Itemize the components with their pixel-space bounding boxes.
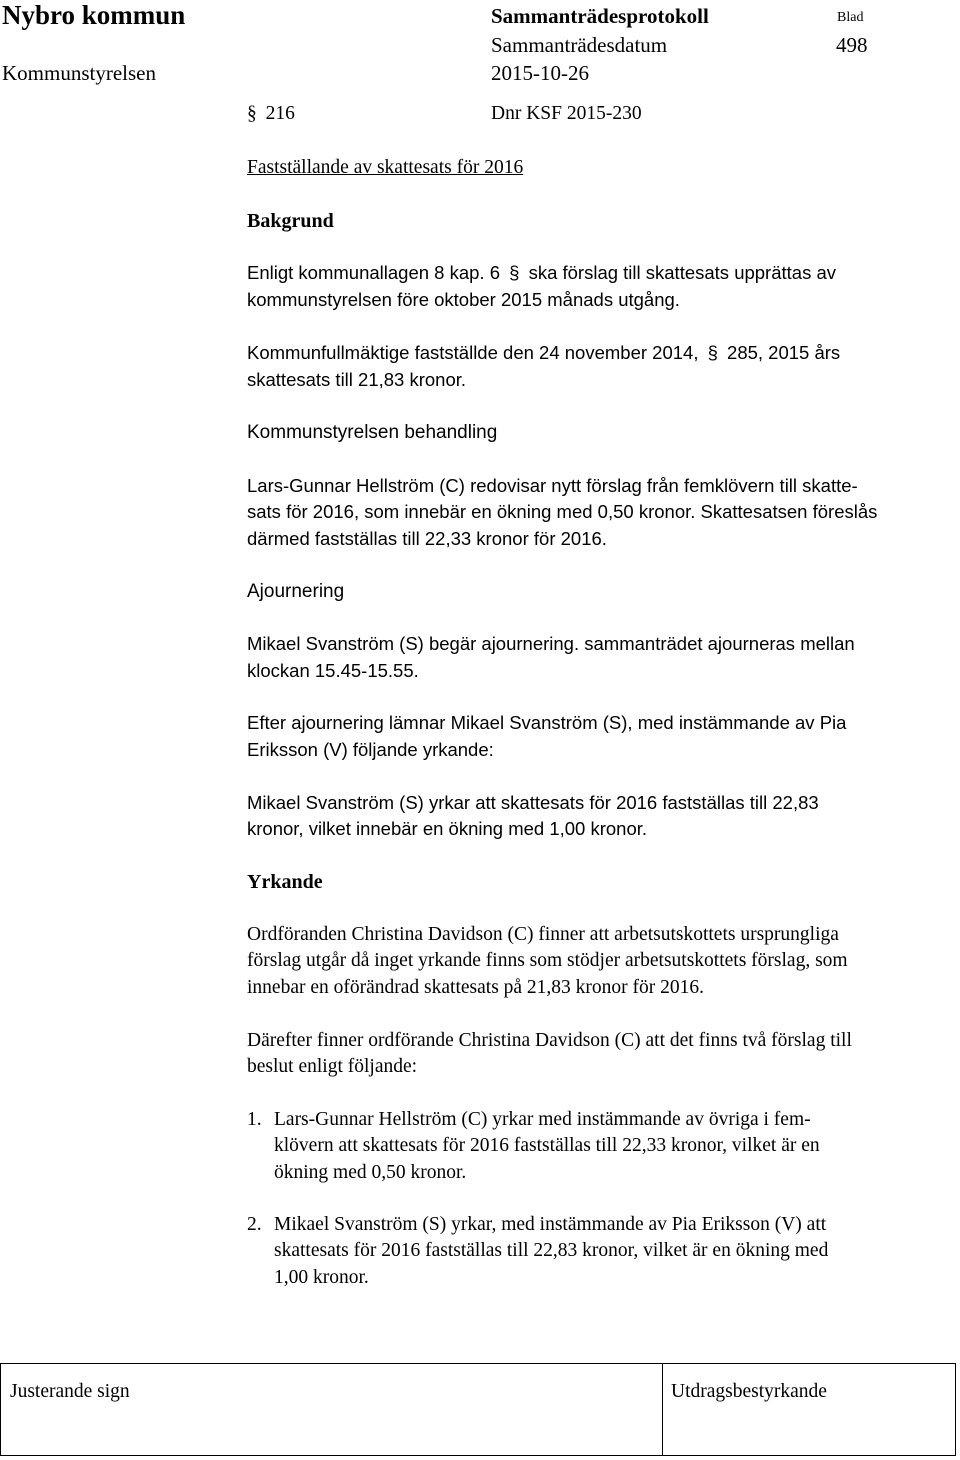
bakgrund-p2-text-a: Kommunfullmäktige fastställde den 24 november 2014, xyxy=(247,342,699,363)
section-sign-icon: § xyxy=(509,262,520,283)
list-item-1-line1: Lars-Gunnar Hellström (C) yrkar med instämmande av övriga i fem- xyxy=(274,1109,811,1130)
justerande-sign-label: Justerande sign xyxy=(10,1381,130,1402)
ajournering-p1-line1: Mikael Svanström (S) begär ajournering. sammanträdet ajourneras mellan xyxy=(247,633,855,654)
blad-label: Blad xyxy=(837,10,864,25)
list-item-1-line2: klövern att skattesats för 2016 fastställas till 22,33 kronor, vilket är en xyxy=(274,1135,820,1156)
section-paragraph xyxy=(247,101,295,127)
list-item-2-line2: skattesats för 2016 fastställas till 22,83 kronor, vilket är en ökning med xyxy=(274,1240,829,1261)
ajournering-p3-line1: Mikael Svanström (S) yrkar att skattesats för 2016 fastställas till 22,83 xyxy=(247,792,819,813)
list-item-1-number: 1. xyxy=(247,1109,262,1130)
section-sign-icon: § xyxy=(247,103,257,124)
list-item-2-line3: 1,00 kronor. xyxy=(274,1267,369,1288)
bakgrund-p1-line2: kommunstyrelsen före oktober 2015 månads utgång. xyxy=(247,289,680,310)
behandling-line1: Lars-Gunnar Hellström (C) redovisar nytt förslag från femklövern till skatte- xyxy=(247,475,858,496)
footer-divider xyxy=(662,1363,663,1456)
paragraph-number: 216 xyxy=(265,103,295,124)
case-dnr: Dnr KSF 2015-230 xyxy=(491,103,642,124)
bakgrund-p1-text-a: Enligt kommunallagen 8 kap. 6 xyxy=(247,262,500,283)
municipality-name: Nybro kommun xyxy=(2,0,186,30)
case-title: Fastställande av skattesats för 2016 xyxy=(247,157,524,178)
meeting-date-label: Sammanträdesdatum xyxy=(491,33,668,57)
yrkande-p1-line3: innebar en oförändrad skattesats på 21,83 kronor för 2016. xyxy=(247,977,705,998)
document-type: Sammanträdesprotokoll xyxy=(491,4,709,28)
yrkande-p1-line1: Ordföranden Christina Davidson (C) finner att arbetsutskottets ursprungliga xyxy=(247,924,839,945)
bakgrund-heading: Bakgrund xyxy=(247,210,334,232)
yrkande-p2-line2: beslut enligt följande: xyxy=(247,1056,418,1077)
yrkande-p1-line2: förslag utgår då inget yrkande finns som stödjer arbetsutskottets förslag, som xyxy=(247,950,848,971)
behandling-line3: därmed fastställas till 22,33 kronor för 2016. xyxy=(247,528,607,549)
bakgrund-p1-line1 xyxy=(247,260,836,287)
behandling-heading: Kommunstyrelsen behandling xyxy=(247,422,498,443)
ajournering-p3-line2: kronor, vilket innebär en ökning med 1,00 kronor. xyxy=(247,818,648,839)
bakgrund-p2-line1 xyxy=(247,340,840,367)
yrkande-p2-line1: Därefter finner ordförande Christina Davidson (C) att det finns två förslag till xyxy=(247,1030,852,1051)
yrkande-heading: Yrkande xyxy=(247,871,323,893)
page-number: 498 xyxy=(836,33,868,57)
board-name: Kommunstyrelsen xyxy=(2,61,156,85)
utdragsbestyrkande-label: Utdragsbestyrkande xyxy=(671,1381,827,1402)
ajournering-heading: Ajournering xyxy=(247,581,345,602)
signature-footer xyxy=(0,1363,956,1456)
list-item-1-line3: ökning med 0,50 kronor. xyxy=(274,1162,467,1183)
section-sign-icon: § xyxy=(707,342,718,363)
list-item-2-number: 2. xyxy=(247,1214,262,1235)
bakgrund-p2-line2: skattesats till 21,83 kronor. xyxy=(247,369,467,390)
behandling-line2: sats för 2016, som innebär en ökning med 0,50 kronor. Skattesatsen föreslås xyxy=(247,501,878,522)
meeting-date: 2015-10-26 xyxy=(491,61,589,85)
ajournering-p1-line2: klockan 15.45-15.55. xyxy=(247,660,419,681)
bakgrund-p2-text-b: 285, 2015 års xyxy=(727,342,841,363)
bakgrund-p1-text-b: ska förslag till skattesats upprättas av xyxy=(528,262,837,283)
ajournering-p2-line2: Eriksson (V) följande yrkande: xyxy=(247,739,494,760)
list-item-2-line1: Mikael Svanström (S) yrkar, med instämmande av Pia Eriksson (V) att xyxy=(274,1214,827,1235)
ajournering-p2-line1: Efter ajournering lämnar Mikael Svanström (S), med instämmande av Pia xyxy=(247,712,847,733)
